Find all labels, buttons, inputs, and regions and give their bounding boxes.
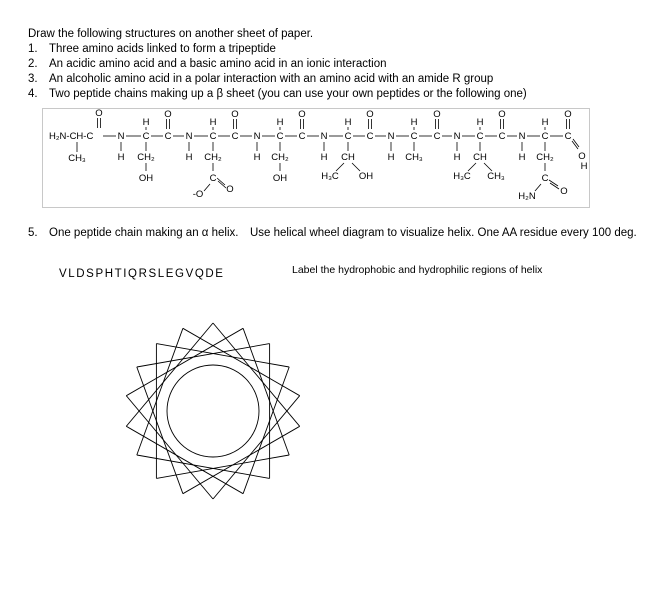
peptide-structure-figure <box>42 108 590 208</box>
side-chain-oh: OH <box>358 171 374 182</box>
side-chain-ch: CH <box>473 152 487 163</box>
alpha-carbon: C <box>142 131 150 142</box>
side-chain-ch2: CH₂ <box>536 152 554 163</box>
backbone-nitrogen: N <box>387 131 395 142</box>
helical-wheel-diagram <box>120 318 306 504</box>
side-chain-bond <box>204 184 210 191</box>
carbonyl-oxygen: O <box>164 109 172 120</box>
question-3-number: 3. <box>28 73 38 85</box>
side-chain-oh: OH <box>138 173 154 184</box>
amide-hydrogen: H <box>253 152 261 163</box>
side-chain-bond <box>484 163 492 171</box>
carbonyl-carbon: C <box>433 131 441 142</box>
c-terminal-oxygen: O <box>578 151 586 162</box>
carbonyl-oxygen: O <box>298 109 306 120</box>
alpha-carbon: C <box>410 131 418 142</box>
question-4-text: Two peptide chains making up a β sheet (you can use your own peptides or the following one) <box>49 88 527 100</box>
alpha-carbon: C <box>276 131 284 142</box>
side-chain-oxygen: O <box>560 186 568 197</box>
carbonyl-carbon: C <box>498 131 506 142</box>
carbonyl-carbon: C <box>231 131 239 142</box>
side-chain-ch2: CH₂ <box>271 152 289 163</box>
question-3-text: An alcoholic amino acid in a polar interaction with an amino acid with an amide R group <box>49 73 494 85</box>
carbonyl-carbon: C <box>564 131 572 142</box>
helical-wheel-group <box>126 323 299 499</box>
side-chain-h2n: H₂N <box>518 191 536 202</box>
side-chain-ch2: CH₂ <box>137 152 155 163</box>
side-chain-ch3: CH₃ <box>405 152 423 163</box>
helix-label-hint: Label the hydrophobic and hydrophilic regions of helix <box>292 264 543 276</box>
carbonyl-oxygen: O <box>231 109 239 120</box>
carbonyl-oxygen: O <box>95 109 103 119</box>
side-chain-oxygen: O <box>226 184 234 195</box>
side-chain-ch2: CH₂ <box>204 152 222 163</box>
carbonyl-carbon: C <box>164 131 172 142</box>
amide-hydrogen: H <box>387 152 395 163</box>
question-2-number: 2. <box>28 58 38 70</box>
side-chain-bond <box>468 163 476 171</box>
carbonyl-oxygen: O <box>498 109 506 120</box>
side-chain-ch3: CH₃ <box>487 171 505 182</box>
alpha-hydrogen: H <box>476 117 484 128</box>
alpha-hydrogen: H <box>209 117 217 128</box>
side-chain-h3c: H₃C <box>321 171 339 182</box>
alpha-hydrogen: H <box>276 117 284 128</box>
c-terminal-hydrogen: H <box>580 161 588 172</box>
question-1-text: Three amino acids linked to form a tripeptide <box>49 43 276 55</box>
wheel-circle <box>167 365 259 457</box>
alpha-hydrogen: H <box>410 117 418 128</box>
alpha-carbon: C <box>476 131 484 142</box>
carbonyl-oxygen: O <box>433 109 441 120</box>
backbone-nitrogen: N <box>185 131 193 142</box>
question-1-number: 1. <box>28 43 38 55</box>
question-5-text: One peptide chain making an α helix. <box>49 227 239 239</box>
side-chain-ch: CH <box>341 152 355 163</box>
side-chain-bond <box>336 163 344 171</box>
side-chain-oxide: -O <box>192 189 204 200</box>
question-4-number: 4. <box>28 88 38 100</box>
alpha-carbon: C <box>209 131 217 142</box>
helix-sequence: VLDSPHTIQRSLEGVQDE <box>59 268 225 280</box>
backbone-nitrogen: N <box>518 131 526 142</box>
carbonyl-oxygen: O <box>564 109 572 120</box>
carbonyl-carbon: C <box>298 131 306 142</box>
backbone-nitrogen: N <box>117 131 125 142</box>
amide-hydrogen: H <box>117 152 125 163</box>
peptide-structure-svg <box>43 109 589 207</box>
alpha-hydrogen: H <box>344 117 352 128</box>
wheel-spoke <box>126 328 243 395</box>
question-5-hint: Use helical wheel diagram to visualize helix. One AA residue every 100 deg. <box>250 227 637 239</box>
wheel-spoke <box>126 426 243 493</box>
question-5-number: 5. <box>28 227 38 239</box>
backbone-nitrogen: N <box>453 131 461 142</box>
alpha-carbon: C <box>541 131 549 142</box>
alpha-hydrogen: H <box>541 117 549 128</box>
alpha-hydrogen: H <box>142 117 150 128</box>
side-chain-carboxyl-carbon: C <box>209 173 217 184</box>
alpha-carbon: C <box>344 131 352 142</box>
side-chain-h3c: H₃C <box>453 171 471 182</box>
carbonyl-oxygen: O <box>366 109 374 120</box>
amide-hydrogen: H <box>453 152 461 163</box>
backbone-nitrogen: N <box>253 131 261 142</box>
side-chain-bond <box>535 184 541 191</box>
backbone-nitrogen: N <box>320 131 328 142</box>
amide-hydrogen: H <box>185 152 193 163</box>
carbonyl-carbon: C <box>366 131 374 142</box>
side-chain-ch3: CH₃ <box>68 153 86 164</box>
n-terminus-label: H₂N-CH-C <box>49 131 94 142</box>
amide-hydrogen: H <box>518 152 526 163</box>
instructions-intro: Draw the following structures on another sheet of paper. <box>28 28 314 40</box>
side-chain-oh: OH <box>272 173 288 184</box>
amide-hydrogen: H <box>320 152 328 163</box>
side-chain-amide-carbon: C <box>541 173 549 184</box>
question-2-text: An acidic amino acid and a basic amino acid in an ionic interaction <box>49 58 387 70</box>
side-chain-bond <box>352 163 360 171</box>
